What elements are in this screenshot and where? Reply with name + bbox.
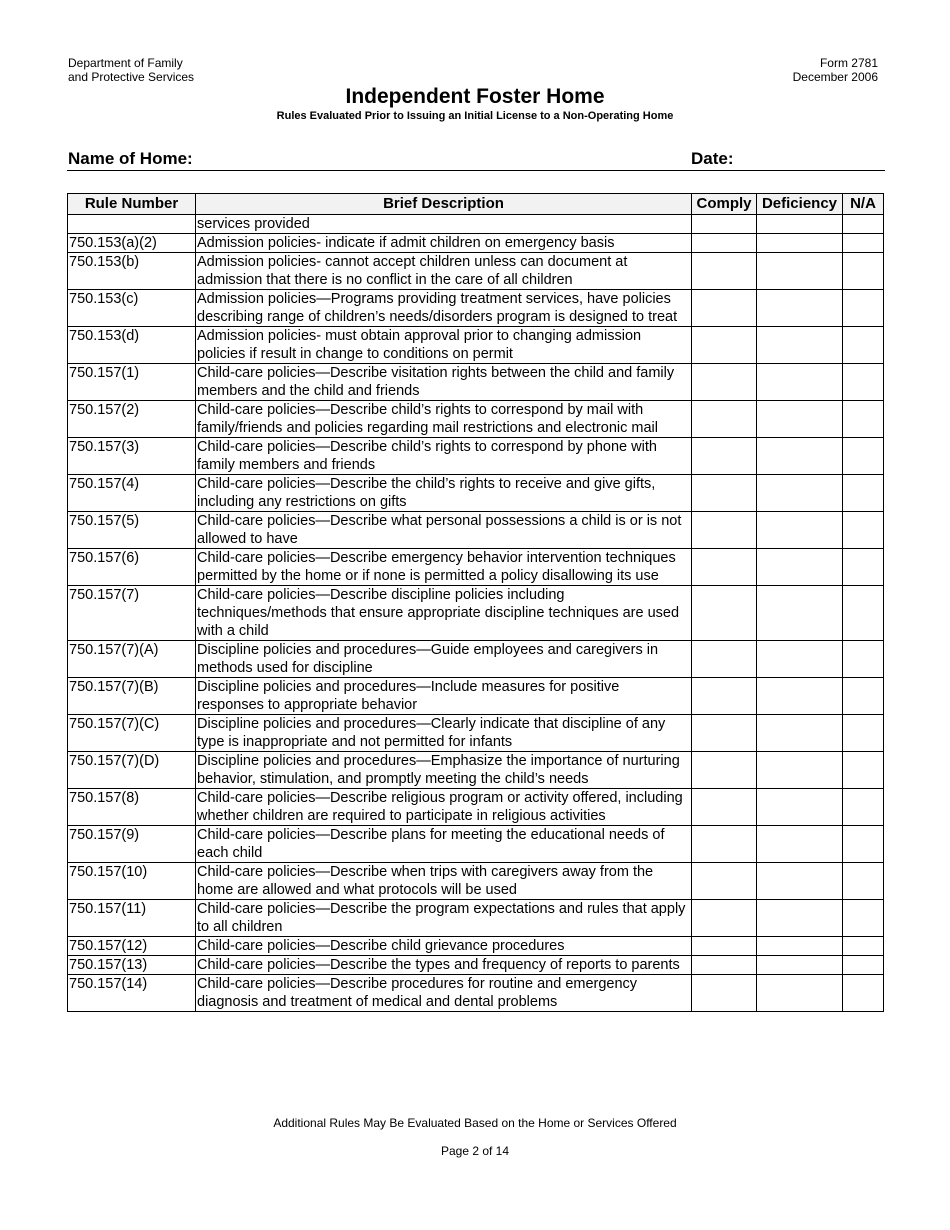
page-title: Independent Foster Home [345,85,605,108]
name-of-home-label: Name of Home: [68,149,193,168]
deficiency-cell[interactable] [757,215,843,234]
comply-cell[interactable] [692,789,757,826]
footer-note: Additional Rules May Be Evaluated Based on the Home or Services Offered [273,1116,677,1130]
table-row [68,826,884,863]
description-cell: Child-care policies—Describe discipline policies including techniques/methods that ensure appropriate discipline techniques are used with a child [196,586,692,641]
description-cell: Discipline policies and procedures—Emphasize the importance of nurturing behavior, stimulation, and promptly meeting the child’s needs [196,752,692,789]
rule-number-cell: 750.157(5) [68,512,196,549]
na-cell[interactable] [843,752,884,789]
comply-cell[interactable] [692,234,757,253]
description-cell: services provided [196,215,692,234]
form-date: December 2006 [792,70,878,84]
comply-cell[interactable] [692,475,757,512]
table-header-row [68,194,884,215]
description-cell: Admission policies- cannot accept children unless can document at admission that there is no conflict in the care of all children [196,253,692,290]
column-header-comply: Comply [692,194,757,215]
column-header-na: N/A [843,194,884,215]
table-row [68,586,884,641]
description-cell: Admission policies- indicate if admit children on emergency basis [196,234,692,253]
rule-number-cell: 750.157(9) [68,826,196,863]
description-cell: Child-care policies—Describe child’s rights to correspond by phone with family members and friends [196,438,692,475]
comply-cell[interactable] [692,937,757,956]
rule-number-cell: 750.157(11) [68,900,196,937]
deficiency-cell[interactable] [757,327,843,364]
na-cell[interactable] [843,475,884,512]
rule-number-cell: 750.157(10) [68,863,196,900]
description-cell: Discipline policies and procedures—Guide employees and caregivers in methods used for discipline [196,641,692,678]
deficiency-cell[interactable] [757,253,843,290]
description-cell: Discipline policies and procedures—Include measures for positive responses to appropriate behavior [196,678,692,715]
comply-cell[interactable] [692,290,757,327]
na-cell[interactable] [843,290,884,327]
page-number: Page 2 of 14 [440,1144,510,1158]
table-row [68,641,884,678]
comply-cell[interactable] [692,641,757,678]
table-row [68,512,884,549]
table-row [68,789,884,826]
table-row [68,401,884,438]
deficiency-cell[interactable] [757,438,843,475]
description-cell: Child-care policies—Describe the program expectations and rules that apply to all children [196,900,692,937]
na-cell[interactable] [843,789,884,826]
comply-cell[interactable] [692,956,757,975]
rule-number-cell: 750.157(8) [68,789,196,826]
comply-cell[interactable] [692,975,757,1012]
table-row [68,863,884,900]
na-cell[interactable] [843,586,884,641]
deficiency-cell[interactable] [757,956,843,975]
deficiency-cell[interactable] [757,826,843,863]
rules-table-body [68,215,884,1012]
rule-number-cell: 750.153(a)(2) [68,234,196,253]
table-row [68,752,884,789]
deficiency-cell[interactable] [757,586,843,641]
date-label: Date: [691,149,734,168]
deficiency-cell[interactable] [757,715,843,752]
na-cell[interactable] [843,956,884,975]
deficiency-cell[interactable] [757,234,843,253]
table-row [68,475,884,512]
description-cell: Child-care policies—Describe religious program or activity offered, including whether children are required to participate in religious activities [196,789,692,826]
na-cell[interactable] [843,863,884,900]
na-cell[interactable] [843,549,884,586]
comply-cell[interactable] [692,586,757,641]
column-header-brief-description: Brief Description [196,194,692,215]
table-row [68,549,884,586]
form-info [793,56,878,84]
deficiency-cell[interactable] [757,678,843,715]
deficiency-cell[interactable] [757,549,843,586]
comply-cell[interactable] [692,863,757,900]
department-line-1: Department of Family [68,56,183,70]
rule-number-cell: 750.157(13) [68,956,196,975]
na-cell[interactable] [843,512,884,549]
description-cell: Child-care policies—Describe procedures for routine and emergency diagnosis and treatment of medical and dental problems [196,975,692,1012]
home-info-bar [67,148,885,171]
deficiency-cell[interactable] [757,863,843,900]
table-row [68,975,884,1012]
description-cell: Child-care policies—Describe visitation rights between the child and family members and the child and friends [196,364,692,401]
table-row [68,678,884,715]
comply-cell[interactable] [692,752,757,789]
rule-number-cell: 750.157(6) [68,549,196,586]
table-row [68,937,884,956]
rule-number-cell: 750.157(2) [68,401,196,438]
description-cell: Child-care policies—Describe when trips with caregivers away from the home are allowed and what protocols will be used [196,863,692,900]
na-cell[interactable] [843,401,884,438]
description-cell: Child-care policies—Describe the child’s rights to receive and give gifts, including any restrictions on gifts [196,475,692,512]
table-row [68,327,884,364]
description-cell: Child-care policies—Describe child grievance procedures [196,937,692,956]
na-cell[interactable] [843,215,884,234]
deficiency-cell[interactable] [757,752,843,789]
form-number: Form 2781 [819,56,878,70]
na-cell[interactable] [843,715,884,752]
rule-number-cell: 750.157(7) [68,586,196,641]
table-row [68,253,884,290]
table-row [68,900,884,937]
comply-cell[interactable] [692,215,757,234]
column-header-rule-number: Rule Number [68,194,196,215]
na-cell[interactable] [843,234,884,253]
comply-cell[interactable] [692,364,757,401]
na-cell[interactable] [843,937,884,956]
comply-cell[interactable] [692,438,757,475]
deficiency-cell[interactable] [757,512,843,549]
description-cell: Admission policies- must obtain approval prior to changing admission policies if result in change to conditions on permit [196,327,692,364]
column-header-deficiency: Deficiency [757,194,843,215]
na-cell[interactable] [843,900,884,937]
deficiency-cell[interactable] [757,900,843,937]
description-cell: Child-care policies—Describe what personal possessions a child is or is not allowed to have [196,512,692,549]
table-row [68,234,884,253]
deficiency-cell[interactable] [757,364,843,401]
na-cell[interactable] [843,678,884,715]
deficiency-cell[interactable] [757,401,843,438]
comply-cell[interactable] [692,900,757,937]
comply-cell[interactable] [692,512,757,549]
comply-cell[interactable] [692,327,757,364]
deficiency-cell[interactable] [757,641,843,678]
rule-number-cell: 750.157(7)(D) [68,752,196,789]
rules-table [67,193,884,1012]
table-row [68,364,884,401]
table-row [68,956,884,975]
description-cell: Child-care policies—Describe plans for meeting the educational needs of each child [196,826,692,863]
page-subtitle: Rules Evaluated Prior to Issuing an Initial License to a Non-Operating Home [276,110,674,122]
na-cell[interactable] [843,253,884,290]
description-cell: Child-care policies—Describe child’s rights to correspond by mail with family/friends and policies regarding mail restrictions and electronic mail [196,401,692,438]
rule-number-cell: 750.153(b) [68,253,196,290]
na-cell[interactable] [843,364,884,401]
rule-number-cell: 750.157(3) [68,438,196,475]
rule-number-cell [68,215,196,234]
rule-number-cell: 750.157(4) [68,475,196,512]
na-cell[interactable] [843,438,884,475]
rule-number-cell: 750.157(7)(B) [68,678,196,715]
comply-cell[interactable] [692,253,757,290]
comply-cell[interactable] [692,401,757,438]
description-cell: Child-care policies—Describe emergency behavior intervention techniques permitted by the home or if none is permitted a policy disallowing its use [196,549,692,586]
na-cell[interactable] [843,826,884,863]
na-cell[interactable] [843,327,884,364]
table-row [68,438,884,475]
rule-number-cell: 750.157(14) [68,975,196,1012]
rule-number-cell: 750.157(7)(C) [68,715,196,752]
rule-number-cell: 750.157(7)(A) [68,641,196,678]
rule-number-cell: 750.157(1) [68,364,196,401]
description-cell: Admission policies—Programs providing treatment services, have policies describing range of children’s needs/disorders program is designed to treat [196,290,692,327]
rule-number-cell: 750.153(c) [68,290,196,327]
na-cell[interactable] [843,975,884,1012]
rule-number-cell: 750.157(12) [68,937,196,956]
rule-number-cell: 750.153(d) [68,327,196,364]
description-cell: Discipline policies and procedures—Clearly indicate that discipline of any type is inappropriate and not permitted for infants [196,715,692,752]
comply-cell[interactable] [692,715,757,752]
department-line-2: and Protective Services [68,70,195,84]
deficiency-cell[interactable] [757,975,843,1012]
deficiency-cell[interactable] [757,290,843,327]
deficiency-cell[interactable] [757,789,843,826]
description-cell: Child-care policies—Describe the types and frequency of reports to parents [196,956,692,975]
table-row [68,215,884,234]
deficiency-cell[interactable] [757,475,843,512]
comply-cell[interactable] [692,678,757,715]
na-cell[interactable] [843,641,884,678]
table-row [68,715,884,752]
department-name [68,56,194,84]
table-row [68,290,884,327]
comply-cell[interactable] [692,826,757,863]
deficiency-cell[interactable] [757,937,843,956]
comply-cell[interactable] [692,549,757,586]
